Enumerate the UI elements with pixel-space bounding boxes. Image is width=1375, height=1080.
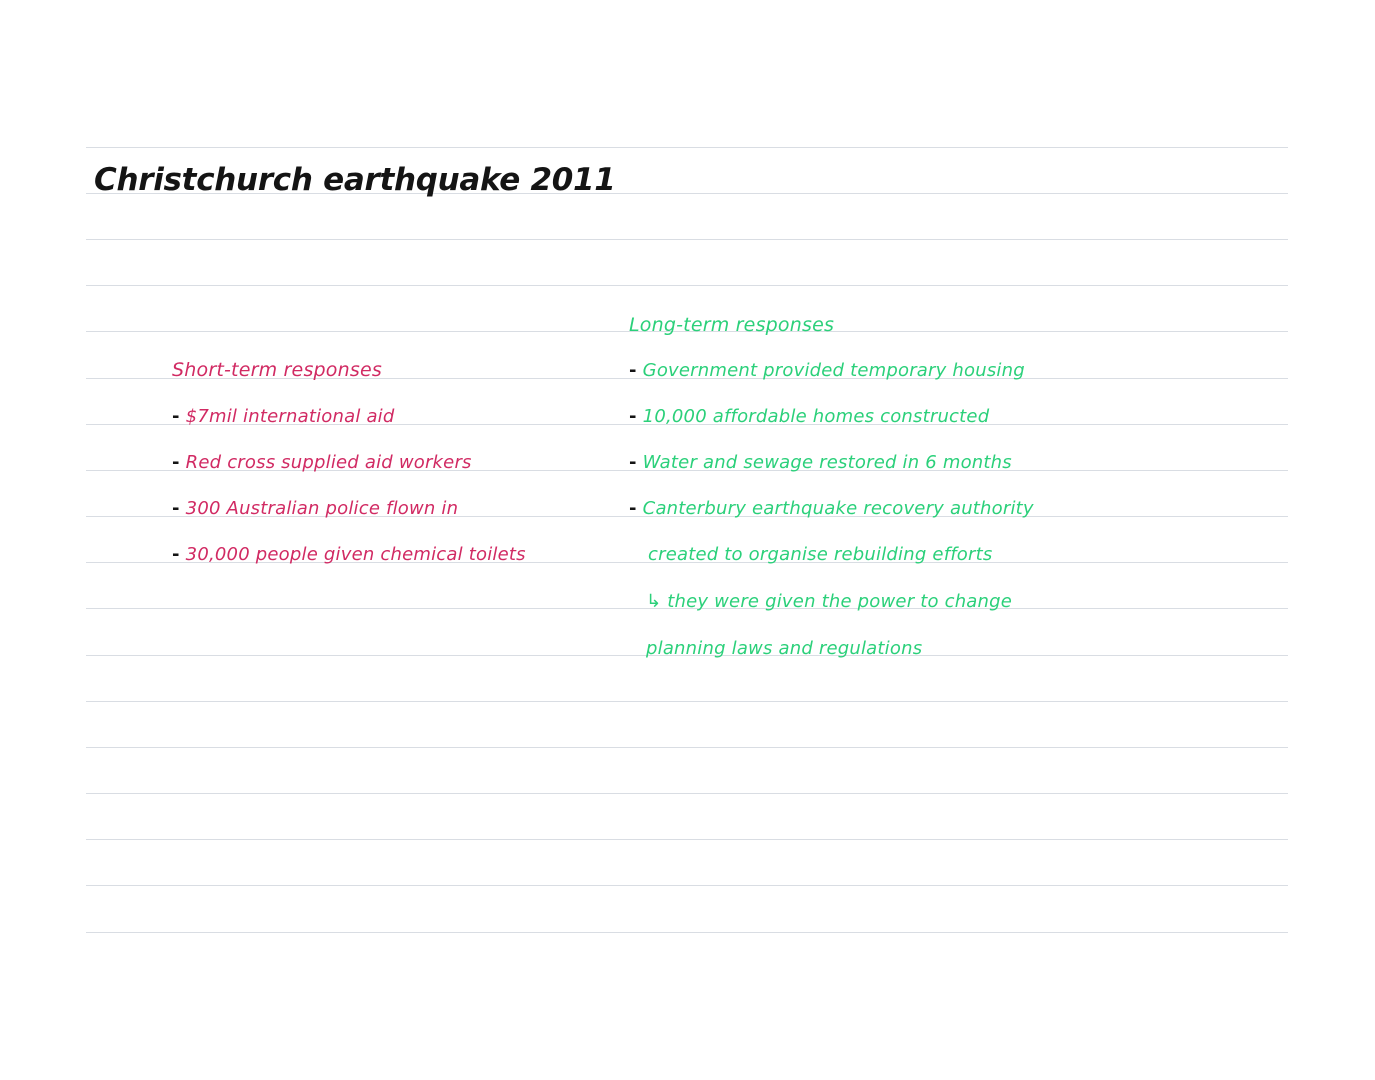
short-term-heading: Short-term responses bbox=[172, 359, 382, 381]
long-term-continuation-line: ↳ they were given the power to change bbox=[646, 591, 1013, 612]
ruled-line bbox=[86, 885, 1288, 886]
ruled-line bbox=[86, 839, 1288, 840]
bullet-dash: - bbox=[172, 452, 180, 473]
short-term-item bbox=[172, 546, 526, 564]
short-term-item bbox=[172, 408, 395, 426]
long-term-item-text: Canterbury earthquake recovery authority bbox=[642, 498, 1034, 519]
ruled-line bbox=[86, 147, 1288, 148]
long-term-continuation-line: planning laws and regulations bbox=[646, 638, 923, 659]
short-term-item-text: Red cross supplied aid workers bbox=[185, 452, 472, 473]
long-term-item bbox=[629, 362, 1025, 380]
ruled-line bbox=[86, 793, 1288, 794]
short-term-item bbox=[172, 500, 458, 518]
ruled-line bbox=[86, 701, 1288, 702]
long-term-item-text: Water and sewage restored in 6 months bbox=[642, 452, 1012, 473]
bullet-dash: - bbox=[629, 452, 637, 473]
ruled-line bbox=[86, 932, 1288, 933]
bullet-dash: - bbox=[629, 498, 637, 519]
long-term-item-text: Government provided temporary housing bbox=[642, 360, 1025, 381]
ruled-line bbox=[86, 285, 1288, 286]
long-term-heading: Long-term responses bbox=[629, 314, 835, 336]
bullet-dash: - bbox=[629, 406, 637, 427]
page-title: Christchurch earthquake 2011 bbox=[94, 162, 616, 198]
short-term-item bbox=[172, 454, 472, 472]
short-term-item-text: $7mil international aid bbox=[185, 406, 395, 427]
short-term-item-text: 300 Australian police flown in bbox=[185, 498, 459, 519]
bullet-dash: - bbox=[172, 498, 180, 519]
long-term-continuation-line: created to organise rebuilding efforts bbox=[648, 544, 993, 565]
bullet-dash: - bbox=[172, 406, 180, 427]
short-term-item-text: 30,000 people given chemical toilets bbox=[185, 544, 526, 565]
ruled-line bbox=[86, 239, 1288, 240]
long-term-item bbox=[629, 408, 989, 426]
long-term-item bbox=[629, 500, 1034, 518]
long-term-item bbox=[629, 454, 1012, 472]
bullet-dash: - bbox=[629, 360, 637, 381]
long-term-item-text: 10,000 affordable homes constructed bbox=[642, 406, 990, 427]
ruled-line bbox=[86, 747, 1288, 748]
bullet-dash: - bbox=[172, 544, 180, 565]
